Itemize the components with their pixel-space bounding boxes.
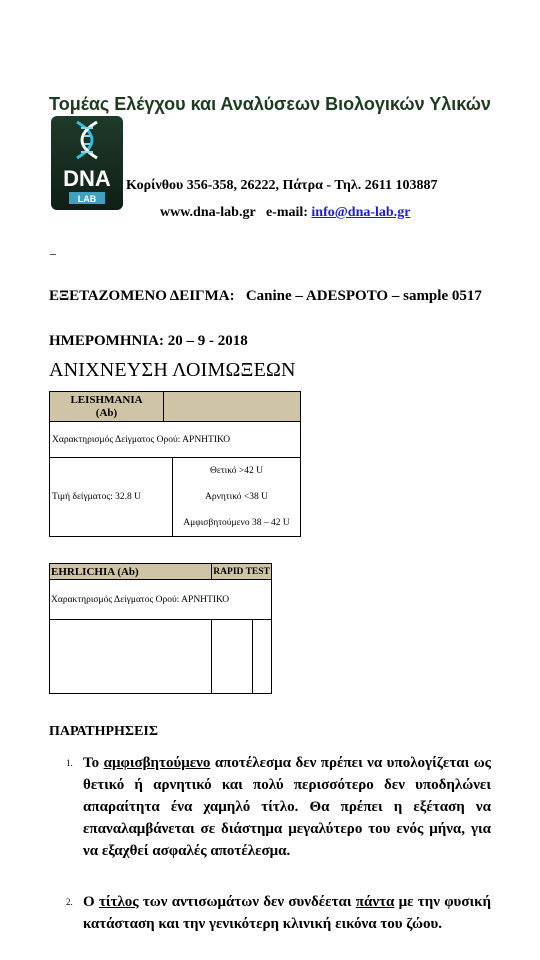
- ehrlichia-table: [49, 563, 272, 694]
- ehrlichia-cell-1: [50, 620, 212, 694]
- leishmania-title: LEISHMANIA: [70, 393, 143, 406]
- notes-title: ΠΑΡΑΤΗΡΗΣΕΙΣ: [49, 724, 159, 739]
- ehrlichia-characterization: Χαρακτηρισμός Δείγματος Ορού: ΑΡΝΗΤΙΚΟ: [50, 580, 272, 620]
- dna-helix-icon: [51, 116, 123, 210]
- website-link[interactable]: www.dna-lab.gr: [160, 205, 256, 220]
- ehrlichia-cell-3: [253, 620, 272, 694]
- dna-lab-logo: [51, 116, 123, 210]
- note-item: [66, 891, 491, 935]
- date-line: [49, 333, 248, 350]
- logo-subtext: LAB: [77, 194, 97, 204]
- note-text-post: αποτέλεσμα δεν πρέπει να υπολογίζεται ως θετικό ή αρνητικό και πολύ περισσότερο δεν υποδηλώνει απαραίτητα ένα χαμηλό τίτλο. Θα πρέπει η εξέταση να επαναλαμβάνεται σε διάστημα μεγαλύτερο του ενός μήνα, για να εξαχθεί ασφαλές αποτέλεσμα.: [83, 755, 491, 859]
- date-value: 20 – 9 - 2018: [167, 333, 248, 349]
- leishmania-ranges: [173, 458, 301, 537]
- note-emphasis: αμφισβητούμενο: [103, 755, 211, 771]
- leishmania-header-blank: [164, 392, 301, 422]
- leishmania-characterization: Χαρακτηρισμός Δείγματος Ορού: ΑΡΝΗΤΙΚΟ: [50, 422, 301, 458]
- note-text-pre: Το: [83, 755, 104, 771]
- sample-label: ΕΞΕΤΑΖΟΜΕΝΟ ΔΕΙΓΜΑ:: [49, 288, 235, 304]
- lab-address: Κορίνθου 356-358, 26222, Πάτρα - Τηλ. 2611 103887: [126, 178, 438, 193]
- leishmania-table: [49, 391, 301, 537]
- ehrlichia-cell-2: [212, 620, 253, 694]
- note-item: [66, 752, 491, 862]
- note-emphasis-2: πάντα: [355, 894, 395, 910]
- note-emphasis: τίτλος: [98, 894, 139, 910]
- divider: [50, 254, 56, 255]
- note-text-mid: των αντισωμάτων δεν συνδέεται: [138, 894, 356, 910]
- email-link[interactable]: info@dna-lab.gr: [311, 205, 411, 220]
- lab-title: Τομέας Ελέγχου και Αναλύσεων Βιολογικών Υλικών: [49, 94, 491, 114]
- note-number: 1.: [66, 758, 73, 768]
- leishmania-title-cell: [50, 392, 164, 422]
- range-negative: Αρνητικό <38 U: [204, 492, 269, 502]
- note-number: 2.: [66, 897, 73, 907]
- ehrlichia-title: EHRLICHIA (Ab): [50, 564, 212, 580]
- sample-line: [49, 287, 493, 305]
- note-text-post: με την φυσική κατάσταση και την γενικότερη κλινική εικόνα του ζώου.: [83, 894, 491, 932]
- range-ambiguous: Αμφισβητούμενο 38 – 42 U: [183, 518, 290, 528]
- note-text-pre: Ο: [83, 894, 99, 910]
- date-label: ΗΜΕΡΟΜΗΝΙΑ:: [49, 333, 164, 349]
- contact-line: [160, 205, 410, 221]
- range-positive: Θετικό >42 U: [209, 466, 264, 476]
- logo-text: DNA: [63, 166, 111, 191]
- sample-value: Canine – ADESPOTO – sample 0517: [245, 288, 482, 304]
- section-title: ΑΝΙΧΝΕΥΣΗ ΛΟΙΜΩΞΕΩΝ: [49, 359, 296, 381]
- leishmania-value: Τιμή δείγματος: 32.8 U: [50, 458, 173, 537]
- email-label: e-mail:: [265, 205, 308, 220]
- ehrlichia-test: RAPID TEST: [212, 564, 272, 580]
- leishmania-subtitle: (Ab): [95, 406, 118, 419]
